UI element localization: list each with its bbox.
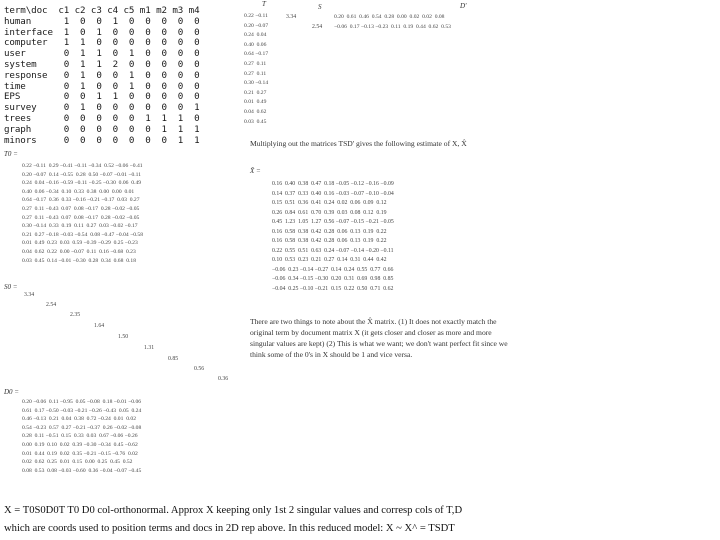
singular-value: 0.56 <box>194 366 205 372</box>
matrix-row: 0.01 0.49 <box>244 99 267 106</box>
matrix-row: 0.16 0.58 0.38 0.42 0.28 0.06 0.13 0.19 0.22 <box>272 238 387 244</box>
matrix-row: 0.30 −0.14 0.33 0.19 0.11 0.27 0.03 −0.02 −0.17 <box>22 223 138 230</box>
matrix-row: 0.03 0.45 <box>244 118 267 125</box>
matrix-row: −0.06 0.17 −0.13 −0.23 0.11 0.19 0.44 0.62 0.53 <box>334 24 451 30</box>
reduced-singular-value: 2.54 <box>312 24 323 30</box>
matrix-row: 0.64 −0.17 <box>244 51 269 58</box>
reduced-d-matrix <box>334 12 451 32</box>
matrix-row: 0.40 0.06 −0.34 0.10 0.33 0.38 0.00 0.00 0.01 <box>22 188 135 195</box>
matrix-row: 0.24 0.04 −0.16 −0.59 −0.11 −0.25 −0.30 0.06 0.49 <box>22 180 142 187</box>
t0-label: T0 = <box>4 150 18 158</box>
matrix-row: 0.04 0.62 <box>244 108 267 115</box>
singular-value: 0.85 <box>168 356 179 362</box>
note-paragraph: There are two things to note about the X̂ matrix. (1) It does not exactly match the original term by document matrix X (it gets closer and closer as more and more singular values are kept) (2) This is what we want; we don't want perfect fit since we think some of the 0's in X should be 1 and vice versa. <box>250 317 508 359</box>
d0-matrix <box>22 398 141 475</box>
term-row: graph 0 0 0 0 0 0 1 1 1 <box>4 123 200 135</box>
term-document-header: term\doc c1 c2 c3 c4 c5 m1 m2 m3 m4 <box>4 5 200 16</box>
reduced-t-matrix <box>244 12 268 127</box>
term-row: interface 1 0 1 0 0 0 0 0 0 <box>4 26 200 38</box>
matrix-row: 0.14 0.37 0.33 0.40 0.16 −0.03 −0.07 −0.10 −0.04 <box>272 190 394 197</box>
singular-value: 2.54 <box>46 302 57 308</box>
xhat-label: X̂ = <box>250 167 261 175</box>
matrix-row: 0.22 −0.11 <box>244 13 268 19</box>
d0-label: D0 = <box>4 388 20 396</box>
matrix-row: 0.26 0.84 0.61 0.70 0.39 0.03 0.08 0.12 0.19 <box>272 209 387 216</box>
matrix-row: 0.00 0.19 0.10 0.02 0.39 −0.30 −0.34 0.45 −0.62 <box>22 441 138 448</box>
matrix-row: 0.46 −0.13 0.21 0.04 0.38 0.72 −0.24 0.01 0.02 <box>22 416 136 423</box>
singular-value: 1.50 <box>118 334 129 340</box>
reduced-s-label: S <box>318 3 322 11</box>
term-row: user 0 1 1 0 1 0 0 0 0 <box>4 48 200 60</box>
singular-value: 1.64 <box>94 323 105 329</box>
term-row: human 1 0 0 1 0 0 0 0 0 <box>4 15 200 27</box>
matrix-row: 0.24 0.04 <box>244 32 267 39</box>
matrix-row: 0.64 −0.17 0.36 0.33 −0.16 −0.21 −0.17 0.03 0.27 <box>22 197 140 204</box>
term-document-matrix <box>4 6 200 146</box>
s0-label: S0 = <box>4 283 18 291</box>
matrix-row: −0.06 0.34 −0.15 −0.30 0.20 0.31 0.69 0.98 0.85 <box>272 276 394 282</box>
matrix-row: 0.10 0.53 0.23 0.21 0.27 0.14 0.31 0.44 0.42 <box>272 257 387 263</box>
caption-line-2: which are coords used to position terms and docs in 2D rep above. In this reduced model: X ~ X^ = TSDT <box>4 523 455 534</box>
matrix-row: 0.22 −0.11 0.29 −0.41 −0.11 −0.34 0.52 −0.06 −0.41 <box>22 163 143 169</box>
matrix-row: 0.61 0.17 −0.50 −0.03 −0.21 −0.26 −0.43 0.05 0.24 <box>22 407 142 414</box>
matrix-row: 0.27 0.11 −0.43 0.07 0.08 −0.17 0.28 −0.02 −0.05 <box>22 214 140 221</box>
matrix-row: 0.21 0.27 <box>244 89 267 96</box>
matrix-row: 0.30 −0.14 <box>244 80 269 87</box>
singular-value: 2.35 <box>70 312 81 318</box>
xhat-matrix <box>272 180 394 294</box>
matrix-row: −0.04 0.25 −0.10 −0.21 0.15 0.22 0.50 0.71 0.62 <box>272 285 394 292</box>
term-row: system 0 1 1 2 0 0 0 0 0 <box>4 58 200 70</box>
matrix-row: −0.06 0.23 −0.14 −0.27 0.14 0.24 0.55 0.77 0.66 <box>272 266 394 273</box>
t0-matrix <box>22 162 143 265</box>
matrix-row: 0.40 0.06 <box>244 41 267 48</box>
matrix-row: 0.01 0.44 0.19 0.02 0.35 −0.21 −0.15 −0.76 0.02 <box>22 450 138 457</box>
matrix-row: 0.45 1.23 1.05 1.27 0.56 −0.07 −0.15 −0.21 −0.05 <box>272 219 394 225</box>
singular-value: 3.34 <box>24 292 35 298</box>
matrix-row: 0.20 0.61 0.46 0.54 0.28 0.00 0.02 0.02 0.08 <box>334 14 445 20</box>
matrix-row: 0.08 0.53 0.08 −0.03 −0.60 0.36 −0.04 −0.07 −0.45 <box>22 467 142 474</box>
matrix-row: 0.27 0.11 −0.43 0.07 0.08 −0.17 0.28 −0.02 −0.05 <box>22 205 140 212</box>
matrix-row: 0.27 0.11 <box>244 60 267 67</box>
matrix-row: 0.16 0.58 0.38 0.42 0.28 0.06 0.13 0.19 0.22 <box>272 228 387 235</box>
matrix-row: 0.27 0.11 <box>244 70 267 77</box>
matrix-row: 0.20 −0.06 0.11 −0.95 0.05 −0.08 0.18 −0.01 −0.06 <box>22 399 142 405</box>
term-row: survey 0 1 0 0 0 0 0 0 1 <box>4 102 200 114</box>
matrix-row: 0.01 0.49 0.23 0.03 0.59 −0.39 −0.29 0.25 −0.23 <box>22 240 138 247</box>
matrix-row: 0.03 0.45 0.14 −0.01 −0.30 0.28 0.34 0.68 0.18 <box>22 257 136 264</box>
matrix-row: 0.15 0.51 0.36 0.41 0.24 0.02 0.06 0.09 0.12 <box>272 200 387 206</box>
term-row: computer 1 1 0 0 0 0 0 0 0 <box>4 37 200 49</box>
multiplying-paragraph: Multiplying out the matrices TSD' gives the following estimate of X, X̂ <box>250 139 467 148</box>
term-row: trees 0 0 0 0 0 1 1 1 0 <box>4 112 200 124</box>
matrix-row: 0.28 0.11 −0.51 0.15 0.33 0.03 0.67 −0.06 −0.26 <box>22 433 138 440</box>
matrix-row: 0.22 0.55 0.51 0.63 0.24 −0.07 −0.14 −0.20 −0.11 <box>272 247 394 254</box>
reduced-singular-value: 3.34 <box>286 14 297 20</box>
matrix-row: 0.16 0.40 0.38 0.47 0.18 −0.05 −0.12 −0.16 −0.09 <box>272 181 394 187</box>
matrix-row: 0.54 −0.23 0.57 0.27 −0.21 −0.37 0.26 −0.02 −0.08 <box>22 424 142 431</box>
reduced-t-label: T <box>262 0 266 8</box>
caption-line-1: X = T0S0D0T T0 D0 col-orthonormal. Approx X keeping only 1st 2 singular values and corresp cols of T,D <box>4 505 463 516</box>
matrix-row: 0.21 0.27 −0.18 −0.03 −0.54 0.08 −0.47 −0.04 −0.58 <box>22 231 144 238</box>
singular-value: 1.31 <box>144 345 155 351</box>
matrix-row: 0.02 0.62 0.25 0.01 0.15 0.00 0.25 0.45 0.52 <box>22 459 133 466</box>
caption <box>4 502 716 538</box>
term-row: minors 0 0 0 0 0 0 0 1 1 <box>4 134 200 146</box>
term-row: response 0 1 0 0 1 0 0 0 0 <box>4 69 200 81</box>
term-row: EPS 0 0 1 1 0 0 0 0 0 <box>4 91 200 103</box>
reduced-d-label: D' <box>460 2 467 10</box>
matrix-row: 0.20 −0.07 <box>244 22 269 29</box>
matrix-row: 0.04 0.62 0.22 0.00 −0.07 0.11 0.16 −0.68 0.23 <box>22 248 136 255</box>
term-row: time 0 1 0 0 1 0 0 0 0 <box>4 80 200 92</box>
singular-value: 0.36 <box>218 376 229 382</box>
matrix-row: 0.20 −0.07 0.14 −0.55 0.28 0.50 −0.07 −0.01 −0.11 <box>22 171 142 178</box>
